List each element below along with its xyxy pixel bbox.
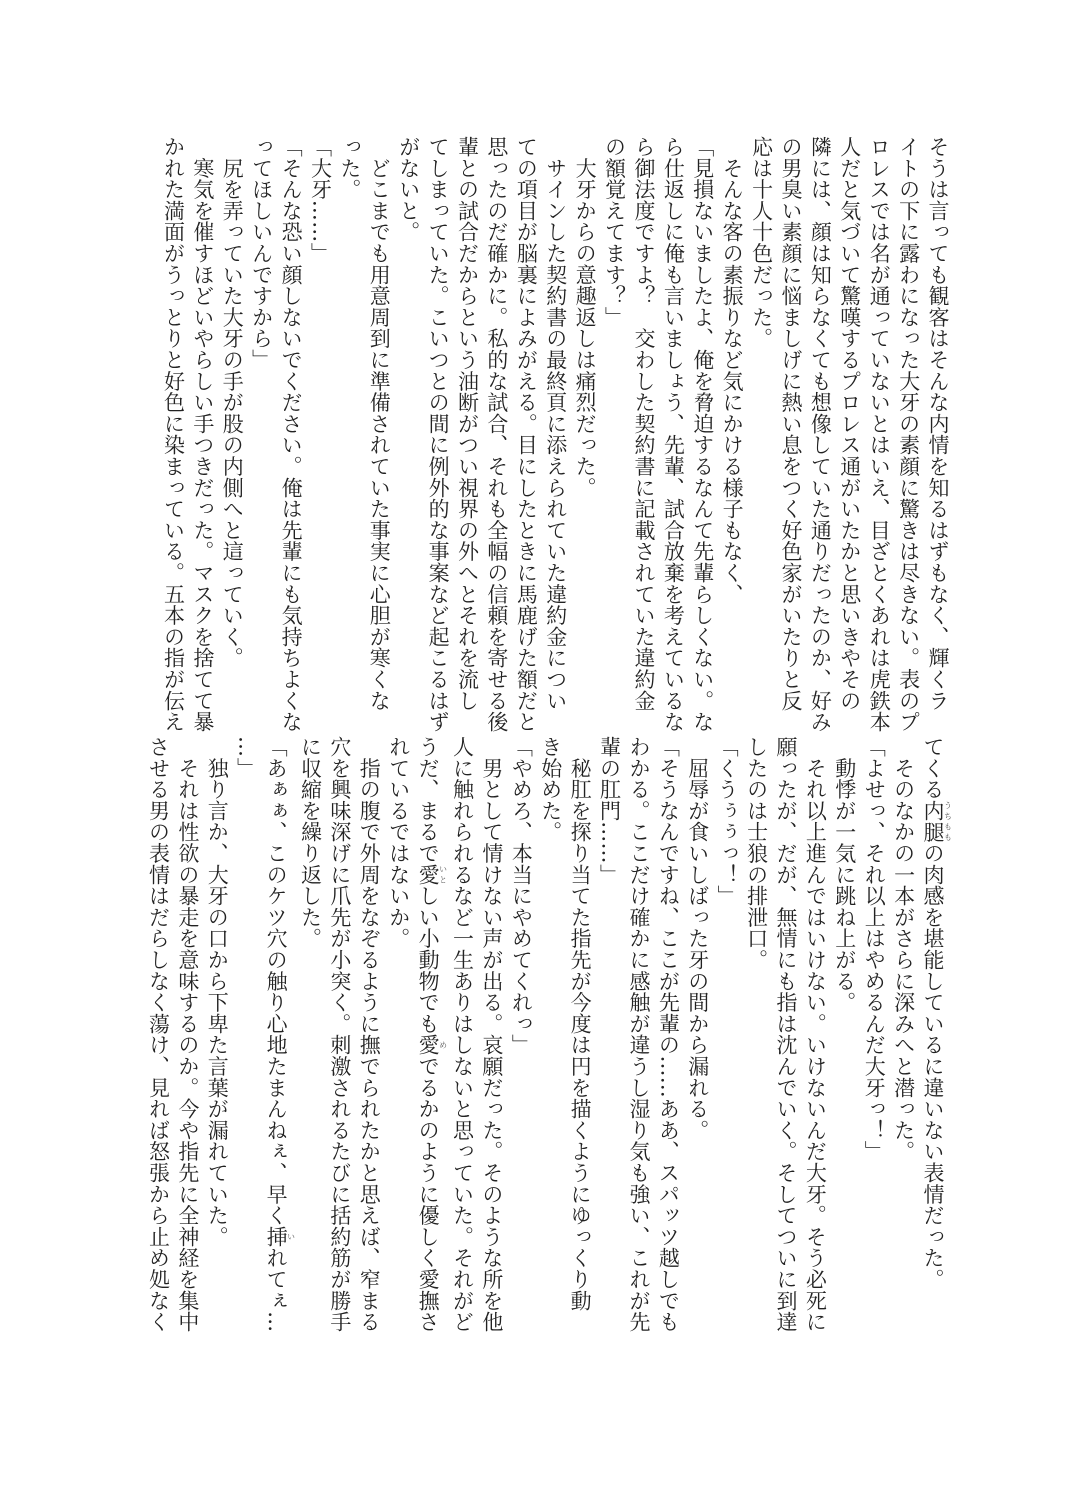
text-line: れているではないか。 <box>386 736 411 949</box>
text-line: てしまっていた。こいつとの間に例外的な事案など起こるはず <box>426 136 451 733</box>
text-line: がないと。 <box>396 136 421 243</box>
top-text-block <box>158 136 952 733</box>
text-line: サインした契約書の最終頁に添えられていた違約金につい <box>543 136 568 712</box>
text-line: 穴を興味深げに爪先が小突く。刺激されるたびに括約筋が勝手 <box>327 736 352 1333</box>
text-line: 人に触れられるなど一生ありはしないと思っていた。それがど <box>450 736 475 1333</box>
text-line: …」 <box>234 736 259 779</box>
text-line: 「くうぅぅっ！」 <box>715 736 740 907</box>
text-segment: の肉感を堪能しているに違いない表情だった。 <box>921 842 945 1290</box>
ruby-word <box>416 1034 448 1056</box>
text-line: 人だと気づいて驚嘆するプロレス通がいたかと思いきやその <box>837 136 862 712</box>
text-line: 動悸が一気に跳ね上がる。 <box>832 736 857 1013</box>
ruby-reading: い <box>286 1225 296 1248</box>
ruby-word <box>264 1225 296 1248</box>
text-line: イトの下に露わになった大牙の素顔に驚きは尽きない。表のプ <box>896 136 921 733</box>
text-line: 指の腹で外周をなぞるように撫でられたかと思えば、窄まる <box>357 736 382 1333</box>
ruby-base: 挿 <box>264 1225 289 1248</box>
text-line: 秘肛を探り当てた指先が今度は円を描くようにゆっくり動 <box>568 736 593 1312</box>
text-line: 尻を弄っていた大牙の手が股の内側へと這っていく。 <box>220 136 245 669</box>
text-line: 思ったのだ確かに。私的な試合、それも全幅の信頼を寄せる後 <box>484 136 509 733</box>
text-line: 「やめろ、本当にやめてくれっ」 <box>509 736 534 1056</box>
text-line: そのなかの一本がさらに深みへと潜った。 <box>891 736 916 1162</box>
text-line: ってほしいんですから」 <box>249 136 274 371</box>
text-line: に収縮を繰り返した。 <box>298 736 323 949</box>
ruby-base: 愛 <box>416 1034 441 1056</box>
ruby-base: 愛 <box>416 863 441 886</box>
text-line: 応は十人十色だった。 <box>749 136 774 349</box>
text-line: 寒気を催すほどいやらしい手つきだった。マスクを捨てて暴 <box>190 136 215 733</box>
text-segment: てくる <box>921 736 945 800</box>
text-line: それは性欲の暴走を意味するのか。今や指先に全神経を集中 <box>175 736 200 1333</box>
text-line: ロレスでは名が通っていないとはいえ、目ざとくあれは虎鉄本 <box>867 136 892 733</box>
text-line: それ以上進んではいけない。いけないんだ大牙。そう必死に <box>803 736 828 1333</box>
text-line: ての項目が脳裏によみがえる。目にしたときに馬鹿げた額だと <box>514 136 539 733</box>
ruby-base: 内腿 <box>921 799 945 843</box>
ruby-word <box>921 799 953 843</box>
text-line: 願ったが、だが、無情にも指は沈んでいく。そしてついに到達 <box>773 736 798 1333</box>
text-line: 輩の肛門……」 <box>597 736 622 886</box>
text-line: 「大牙……」 <box>308 136 333 264</box>
text-line: そんな客の素振りなど気にかける様子もなく、 <box>720 136 745 605</box>
text-line <box>261 736 295 1336</box>
text-line <box>918 736 952 1336</box>
text-line: 「よせっ、それ以上はやめるんだ大牙っ！」 <box>862 736 887 1162</box>
text-line: 男として情けない声が出る。哀願だった。そのような所を他 <box>479 736 504 1333</box>
text-line: どこまでも用意周到に準備されていた事実に心胆が寒くな <box>367 136 392 712</box>
text-line <box>413 736 447 1336</box>
text-segment: 「あぁぁ、このケツ穴の触り心地たまんねぇ、早く <box>264 736 289 1226</box>
text-segment: れてぇ… <box>264 1247 289 1333</box>
text-line: かれた満面がうっとりと好色に染まっている。五本の指が伝え <box>161 136 186 733</box>
text-line: したのは士狼の排泄口。 <box>744 736 769 971</box>
text-line: った。 <box>337 136 362 200</box>
text-line: 独り言か、大牙の口から下卑た言葉が漏れていた。 <box>205 736 230 1248</box>
text-line: 大牙からの意趣返しは痛烈だった。 <box>573 136 598 499</box>
text-line: 「そうなんですね、ここが先輩の……ああ、スパッツ越しでも <box>656 736 681 1333</box>
text-line: の男臭い素顔に悩ましげに熱い息をつく好色家がいたりと反 <box>778 136 803 712</box>
text-segment: でるかのように優しく愛撫さ <box>416 1055 441 1333</box>
text-line: 輩との試合だからという油断がつい視界の外へとそれを流し <box>455 136 480 712</box>
text-segment: しい小動物でも <box>416 885 441 1035</box>
text-line: 「そんな恐い顔しないでください。俺は先輩にも気持ちよくな <box>279 136 304 733</box>
ruby-reading: うちもも <box>943 799 953 843</box>
text-line: 屈辱が食いしばった牙の間から漏れる。 <box>685 736 710 1141</box>
ruby-reading: め <box>438 1034 448 1056</box>
text-line: わかる。ここだけ確かに感触が違うし湿り気も強い、これが先 <box>626 736 651 1333</box>
text-segment: うだ、まるで <box>416 736 441 864</box>
text-line: の額覚えてます？」 <box>602 136 627 328</box>
text-line: き始めた。 <box>538 736 563 843</box>
text-line: ら御法度ですよ？ 交わした契約書に記載されていた違約金 <box>631 136 656 712</box>
text-line: 隣には、顔は知らなくても想像していた通りだったのか、好み <box>808 136 833 733</box>
ruby-word <box>416 863 448 886</box>
text-line: させる男の表情はだらしなく蕩け、見れば怒張から止め処なく <box>146 736 171 1333</box>
text-line: ら仕返しに俺も言いましょう、先輩、試合放棄を考えているな <box>661 136 686 733</box>
text-line: 「見損ないましたよ、俺を脅迫するなんて先輩らしくない。な <box>690 136 715 733</box>
bottom-text-block <box>143 736 952 1336</box>
ruby-reading: いと <box>438 863 448 886</box>
text-line: そうは言っても観客はそんな内情を知るはずもなく、輝くラ <box>926 136 950 712</box>
